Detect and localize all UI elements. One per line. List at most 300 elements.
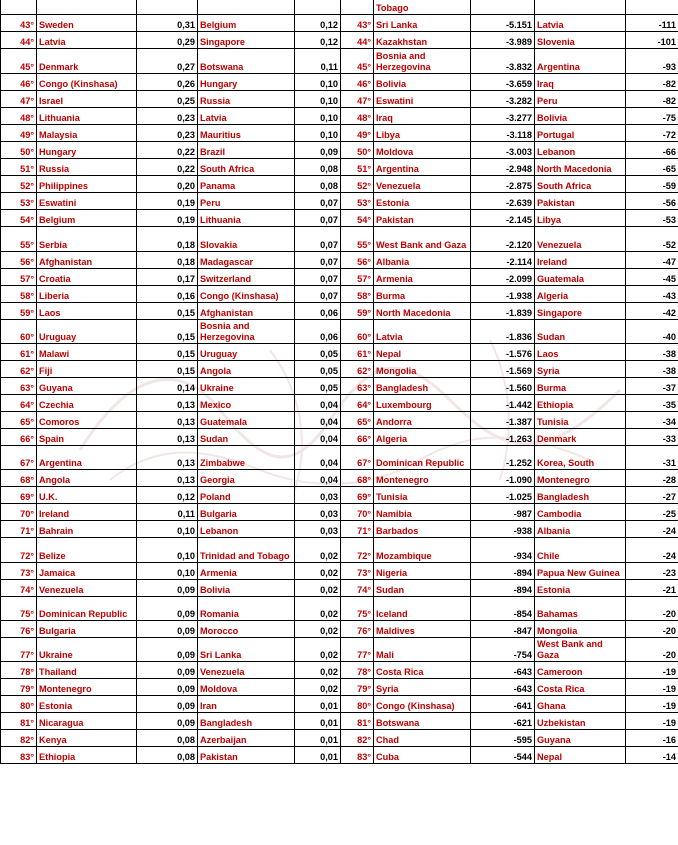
country-name-c1: U.K. [37, 487, 137, 504]
country-name-c4: Costa Rica [535, 679, 626, 696]
table-row [1, 91, 678, 108]
country-name-c2: Bolivia [198, 580, 295, 597]
country-name-c2: Hungary [198, 74, 295, 91]
value-c3: -934 [471, 538, 535, 563]
country-name-c2: Angola [198, 361, 295, 378]
country-name-c4: Libya [535, 210, 626, 227]
value-c4: -45 [626, 269, 678, 286]
value-c4: -23 [626, 563, 678, 580]
country-name-c3: Luxembourg [374, 395, 471, 412]
country-name-c1: Belize [37, 538, 137, 563]
value-c2: 0,06 [295, 303, 341, 320]
value-c4: -59 [626, 176, 678, 193]
rank-c3: 65° [341, 412, 374, 429]
country-name-c1: Philippines [37, 176, 137, 193]
country-name-c3: Sri Lanka [374, 15, 471, 32]
value-c4: -19 [626, 679, 678, 696]
country-name-c2: Venezuela [198, 662, 295, 679]
country-name-c2: Bosnia and Herzegovina [198, 320, 295, 344]
country-name-c1: Venezuela [37, 580, 137, 597]
country-name-c4: South Africa [535, 176, 626, 193]
rank-c1: 64° [1, 395, 37, 412]
rank-c3: 73° [341, 563, 374, 580]
value-c1: 0,19 [137, 210, 198, 227]
table-row [1, 412, 678, 429]
value-c3: -595 [471, 730, 535, 747]
value-c3: -894 [471, 580, 535, 597]
rank-c3: 68° [341, 470, 374, 487]
rank-c1: 60° [1, 320, 37, 344]
country-name-c4: Iraq [535, 74, 626, 91]
value-c1: 0,08 [137, 730, 198, 747]
table-row [1, 580, 678, 597]
rank-c3: 49° [341, 125, 374, 142]
country-name-c1: Hungary [37, 142, 137, 159]
table-row [1, 662, 678, 679]
rank-c3: 69° [341, 487, 374, 504]
value-c3: -847 [471, 621, 535, 638]
table-row [1, 344, 678, 361]
table-row [1, 679, 678, 696]
rank-c1: 70° [1, 504, 37, 521]
table-row [1, 125, 678, 142]
value-c4: -24 [626, 521, 678, 538]
country-name-c4: Chile [535, 538, 626, 563]
table-row [1, 303, 678, 320]
rank-c3: 45° [341, 49, 374, 74]
country-name-c3: Tunisia [374, 487, 471, 504]
table-row [1, 621, 678, 638]
rank-c3: 58° [341, 286, 374, 303]
value-c3: -3.118 [471, 125, 535, 142]
rank-c3: 55° [341, 227, 374, 252]
value-c1: 0,13 [137, 395, 198, 412]
value-c4: -14 [626, 747, 678, 764]
value-c3: -1.569 [471, 361, 535, 378]
country-name-c1: Bulgaria [37, 621, 137, 638]
country-name-c3: Mali [374, 638, 471, 662]
value-c3: -3.989 [471, 32, 535, 49]
value-c1: 0,14 [137, 378, 198, 395]
rank-c1: 83° [1, 747, 37, 764]
table-row [1, 638, 678, 662]
country-name-c3: Albania [374, 252, 471, 269]
value-c4: -72 [626, 125, 678, 142]
value-c3: -894 [471, 563, 535, 580]
country-name-c4: Bangladesh [535, 487, 626, 504]
rank-c3: 59° [341, 303, 374, 320]
country-name-c4: Papua New Guinea [535, 563, 626, 580]
country-name-c1: Serbia [37, 227, 137, 252]
value-c1: 0,22 [137, 159, 198, 176]
rank-c1: 62° [1, 361, 37, 378]
value-c2: 0,02 [295, 580, 341, 597]
country-name-c3: Dominican Republic [374, 446, 471, 470]
country-name-c3: Latvia [374, 320, 471, 344]
country-name-c4: Lebanon [535, 142, 626, 159]
country-name-c4: Cameroon [535, 662, 626, 679]
country-name-c1: Fiji [37, 361, 137, 378]
rank-c3: 74° [341, 580, 374, 597]
value-c1: 0,15 [137, 303, 198, 320]
table-row [1, 176, 678, 193]
rank-c3: 53° [341, 193, 374, 210]
value-c4: -19 [626, 662, 678, 679]
value-c1: 0,09 [137, 621, 198, 638]
value-c1: 0,08 [137, 747, 198, 764]
value-c2: 0,04 [295, 470, 341, 487]
value-c2: 0,01 [295, 696, 341, 713]
rank-c1: 81° [1, 713, 37, 730]
rank-c3: 43° [341, 15, 374, 32]
country-name-c4: Bahamas [535, 597, 626, 621]
value-c2: 0,01 [295, 730, 341, 747]
country-name-c2: Pakistan [198, 747, 295, 764]
country-name-c2: Bulgaria [198, 504, 295, 521]
country-name-c2: Madagascar [198, 252, 295, 269]
table-row [1, 538, 678, 563]
value-c2: 0,09 [295, 142, 341, 159]
value-c3: -1.576 [471, 344, 535, 361]
value-c2: 0,02 [295, 662, 341, 679]
table-row [1, 696, 678, 713]
rank-c1: 51° [1, 159, 37, 176]
value-c2: 0,08 [295, 176, 341, 193]
value-c2: 0,04 [295, 395, 341, 412]
country-name-c1: Bahrain [37, 521, 137, 538]
country-name-c2: Brazil [198, 142, 295, 159]
table-row [1, 108, 678, 125]
value-c2: 0,12 [295, 32, 341, 49]
value-c4: -75 [626, 108, 678, 125]
country-name-c3: Kazakhstan [374, 32, 471, 49]
rank-c3: 54° [341, 210, 374, 227]
rank-c3: 70° [341, 504, 374, 521]
table-row [1, 521, 678, 538]
country-name-c2: Morocco [198, 621, 295, 638]
country-name-c4: Ghana [535, 696, 626, 713]
country-name-c1: Afghanistan [37, 252, 137, 269]
value-c1: 0,18 [137, 252, 198, 269]
country-name-c1: Dominican Republic [37, 597, 137, 621]
country-name-c1: Liberia [37, 286, 137, 303]
country-name-c3: Venezuela [374, 176, 471, 193]
country-name-c4: Argentina [535, 49, 626, 74]
rank-c3: 78° [341, 662, 374, 679]
value-c1: 0,12 [137, 487, 198, 504]
table-row [1, 446, 678, 470]
country-name-c4: Denmark [535, 429, 626, 446]
value-c3: -1.938 [471, 286, 535, 303]
rank-c3: 77° [341, 638, 374, 662]
rank-c1: 69° [1, 487, 37, 504]
value-c4: -28 [626, 470, 678, 487]
rank-c3: 75° [341, 597, 374, 621]
value-c2: 0,07 [295, 252, 341, 269]
table-row [1, 193, 678, 210]
value-c4: -43 [626, 286, 678, 303]
rank-c3: 71° [341, 521, 374, 538]
table-row [1, 142, 678, 159]
country-name-c1: Eswatini [37, 193, 137, 210]
value-c3: -3.282 [471, 91, 535, 108]
country-name-c3: Eswatini [374, 91, 471, 108]
value-c1: 0,19 [137, 193, 198, 210]
country-name-c3: Botswana [374, 713, 471, 730]
value-c3: -1.839 [471, 303, 535, 320]
table-row [1, 49, 678, 74]
value-c2: 0,02 [295, 563, 341, 580]
value-c3: -3.003 [471, 142, 535, 159]
country-name-c1: Czechia [37, 395, 137, 412]
value-c1: 0,16 [137, 286, 198, 303]
rank-c1: 46° [1, 74, 37, 91]
value-c2: 0,07 [295, 210, 341, 227]
value-c1: 0,26 [137, 74, 198, 91]
value-c3: -5.151 [471, 15, 535, 32]
rank-c1: 54° [1, 210, 37, 227]
table-row [1, 563, 678, 580]
country-name-c1: Jamaica [37, 563, 137, 580]
country-name-c3: Algeria [374, 429, 471, 446]
value-c4: -35 [626, 395, 678, 412]
table-row [1, 487, 678, 504]
value-c1: 0,11 [137, 504, 198, 521]
value-c4: -52 [626, 227, 678, 252]
country-name-c3: Argentina [374, 159, 471, 176]
country-name-c3: Armenia [374, 269, 471, 286]
rank-c1: 45° [1, 49, 37, 74]
value-c1: 0,09 [137, 713, 198, 730]
value-c4: -27 [626, 487, 678, 504]
value-c2: 0,07 [295, 227, 341, 252]
country-name-c1: Israel [37, 91, 137, 108]
country-name-c3: Iraq [374, 108, 471, 125]
value-c2: 0,07 [295, 193, 341, 210]
rank-c1: 47° [1, 91, 37, 108]
country-name-c4: Ethiopia [535, 395, 626, 412]
value-c4: -101 [626, 32, 678, 49]
country-name-c3: Nigeria [374, 563, 471, 580]
country-name-c2: Poland [198, 487, 295, 504]
country-name-c4: Montenegro [535, 470, 626, 487]
country-name-c2: Belgium [198, 15, 295, 32]
country-name-c4: Albania [535, 521, 626, 538]
rank-c1: 66° [1, 429, 37, 446]
country-name-c2: Guatemala [198, 412, 295, 429]
rank-c1: 75° [1, 597, 37, 621]
value-c1: 0,15 [137, 320, 198, 344]
country-name-c1: Thailand [37, 662, 137, 679]
value-c4: -24 [626, 538, 678, 563]
country-name-c4: Guyana [535, 730, 626, 747]
country-name-c4: Algeria [535, 286, 626, 303]
value-c3: -3.832 [471, 49, 535, 74]
country-name-c4: Mongolia [535, 621, 626, 638]
rank-c1: 52° [1, 176, 37, 193]
country-name-c1: Russia [37, 159, 137, 176]
table-row [1, 227, 678, 252]
value-c3: -938 [471, 521, 535, 538]
country-name-c2: Botswana [198, 49, 295, 74]
country-name-c3: Libya [374, 125, 471, 142]
rank-c1: 74° [1, 580, 37, 597]
country-name-c2: South Africa [198, 159, 295, 176]
value-c2: 0,05 [295, 378, 341, 395]
value-c3: -2.639 [471, 193, 535, 210]
value-c3: -2.948 [471, 159, 535, 176]
country-name-c1: Laos [37, 303, 137, 320]
value-c1: 0,29 [137, 32, 198, 49]
value-c1: 0,15 [137, 344, 198, 361]
rank-c1: 57° [1, 269, 37, 286]
table-row [1, 286, 678, 303]
rank-c3: 44° [341, 32, 374, 49]
rank-c3: 63° [341, 378, 374, 395]
table-row [1, 74, 678, 91]
value-c1: 0,13 [137, 412, 198, 429]
value-c4: -20 [626, 638, 678, 662]
rank-c1: 58° [1, 286, 37, 303]
value-c2: 0,01 [295, 747, 341, 764]
country-name-c1: Sweden [37, 15, 137, 32]
country-name-c2: Zimbabwe [198, 446, 295, 470]
rank-c3: 50° [341, 142, 374, 159]
country-name-c4: Korea, South [535, 446, 626, 470]
value-c1: 0,27 [137, 49, 198, 74]
country-name-c2: Singapore [198, 32, 295, 49]
value-c2: 0,05 [295, 344, 341, 361]
country-name-c3: Estonia [374, 193, 471, 210]
rank-c3: 51° [341, 159, 374, 176]
value-c2: 0,10 [295, 108, 341, 125]
country-name-c3: Mongolia [374, 361, 471, 378]
country-name-c2: Trinidad and Tobago [198, 538, 295, 563]
value-c1: 0,13 [137, 429, 198, 446]
country-name-c2: Panama [198, 176, 295, 193]
country-name-c4: Syria [535, 361, 626, 378]
rank-c1: 79° [1, 679, 37, 696]
country-name-c2: Azerbaijan [198, 730, 295, 747]
value-c4: -66 [626, 142, 678, 159]
table-row [1, 15, 678, 32]
value-c3: -643 [471, 662, 535, 679]
country-name-c2: Mauritius [198, 125, 295, 142]
value-c3: -987 [471, 504, 535, 521]
rank-c3: 62° [341, 361, 374, 378]
value-c2: 0,02 [295, 621, 341, 638]
country-name-c3: Maldives [374, 621, 471, 638]
country-name-c1: Croatia [37, 269, 137, 286]
table-row [1, 747, 678, 764]
table-row [1, 378, 678, 395]
value-c2: 0,08 [295, 159, 341, 176]
country-name-c4: Burma [535, 378, 626, 395]
value-c4: -82 [626, 74, 678, 91]
value-c3: -1.442 [471, 395, 535, 412]
value-c2: 0,04 [295, 412, 341, 429]
value-c3: -854 [471, 597, 535, 621]
value-c4: -19 [626, 713, 678, 730]
table-row [1, 429, 678, 446]
value-c2: 0,02 [295, 538, 341, 563]
country-name-c2: Ukraine [198, 378, 295, 395]
country-name-c1: Ethiopia [37, 747, 137, 764]
value-c1: 0,09 [137, 580, 198, 597]
country-name-c1: Estonia [37, 696, 137, 713]
value-c3: -1.252 [471, 446, 535, 470]
value-c3: -2.875 [471, 176, 535, 193]
country-name-c3: Iceland [374, 597, 471, 621]
country-name-c4: Bolivia [535, 108, 626, 125]
table-row [1, 395, 678, 412]
country-name-c1: Nicaragua [37, 713, 137, 730]
rank-c1: 48° [1, 108, 37, 125]
country-name-c4: Slovenia [535, 32, 626, 49]
rank-c1: 71° [1, 521, 37, 538]
rank-c3: 83° [341, 747, 374, 764]
value-c4: -38 [626, 344, 678, 361]
country-name-c4: Portugal [535, 125, 626, 142]
value-c1: 0,09 [137, 597, 198, 621]
country-name-c2: Iran [198, 696, 295, 713]
country-name-c1: Kenya [37, 730, 137, 747]
country-name-c2: Slovakia [198, 227, 295, 252]
rank-c1: 56° [1, 252, 37, 269]
value-c3: -1.090 [471, 470, 535, 487]
rank-c1: 68° [1, 470, 37, 487]
value-c2: 0,03 [295, 504, 341, 521]
rank-c1: 82° [1, 730, 37, 747]
value-c3: -1.387 [471, 412, 535, 429]
country-name-c4: Estonia [535, 580, 626, 597]
value-c4: -93 [626, 49, 678, 74]
country-name-c4: Sudan [535, 320, 626, 344]
value-c2: 0,10 [295, 74, 341, 91]
value-c2: 0,06 [295, 320, 341, 344]
table-row [1, 210, 678, 227]
country-name-c1: Uruguay [37, 320, 137, 344]
value-c1: 0,10 [137, 563, 198, 580]
country-name-c4: Cambodia [535, 504, 626, 521]
country-name-c4: North Macedonia [535, 159, 626, 176]
value-c4: -19 [626, 696, 678, 713]
rank-c3: 48° [341, 108, 374, 125]
country-name-c2: Armenia [198, 563, 295, 580]
table-row [1, 252, 678, 269]
country-name-c1: Comoros [37, 412, 137, 429]
value-c4: -111 [626, 15, 678, 32]
country-name-c4: Laos [535, 344, 626, 361]
country-name-c1: Angola [37, 470, 137, 487]
rank-c3: 56° [341, 252, 374, 269]
table-row [1, 361, 678, 378]
value-c3: -1.560 [471, 378, 535, 395]
value-c4: -33 [626, 429, 678, 446]
rank-c1: 80° [1, 696, 37, 713]
value-c1: 0,10 [137, 538, 198, 563]
table-row [1, 504, 678, 521]
value-c3: -641 [471, 696, 535, 713]
value-c3: -754 [471, 638, 535, 662]
value-c3: -2.120 [471, 227, 535, 252]
rank-c1: 44° [1, 32, 37, 49]
rank-c3: 47° [341, 91, 374, 108]
table-row [1, 159, 678, 176]
rank-c3: 72° [341, 538, 374, 563]
country-name-c1: Argentina [37, 446, 137, 470]
value-c2: 0,10 [295, 91, 341, 108]
